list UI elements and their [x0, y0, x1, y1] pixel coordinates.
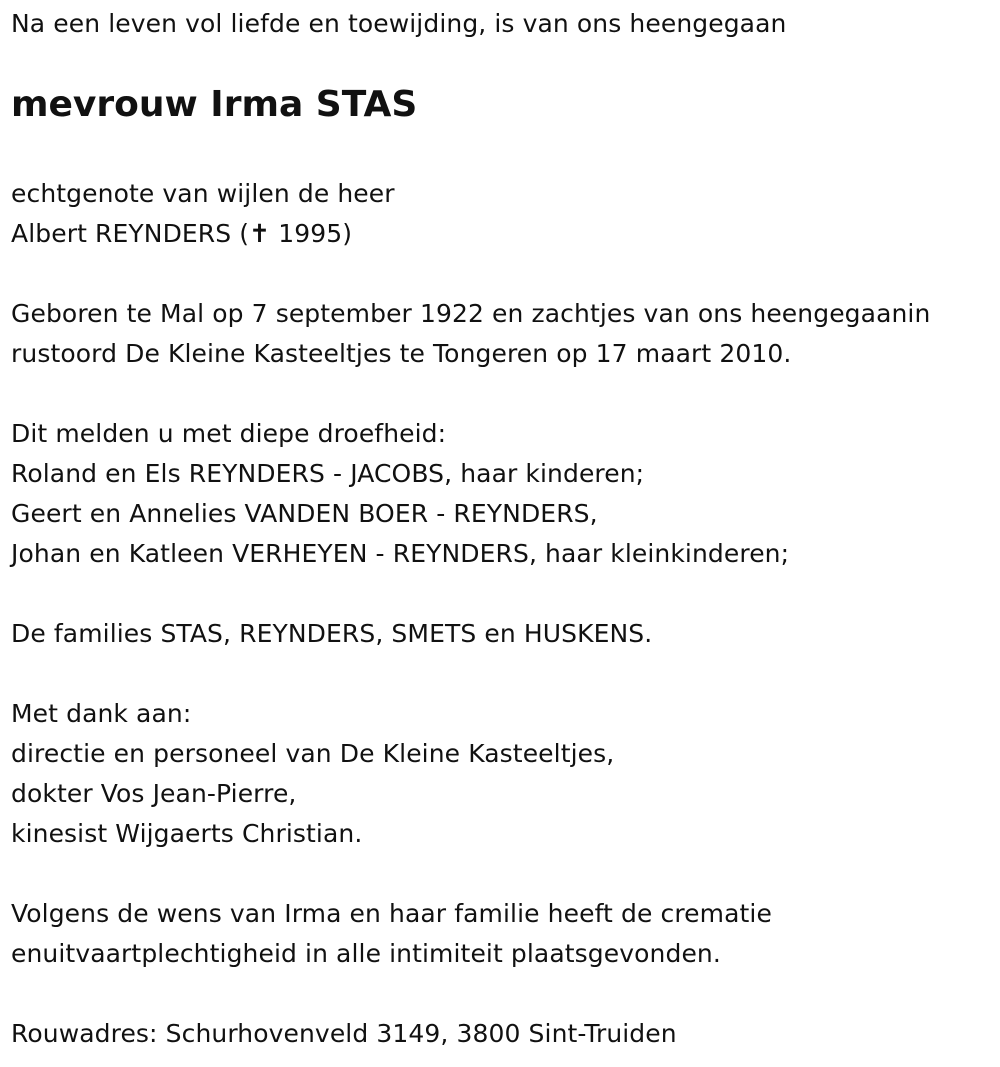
- birth-death-section: [11, 294, 930, 374]
- thanks-line: directie en personeel van De Kleine Kasteeltjes,: [11, 739, 615, 768]
- families-line: De families STAS, REYNDERS, SMETS en HUSKENS.: [11, 619, 653, 648]
- address-line: Rouwadres: Schurhovenveld 3149, 3800 Sint-Truiden: [11, 1019, 677, 1048]
- announcement-line: Roland en Els REYNDERS - JACOBS, haar kinderen;: [11, 459, 645, 488]
- announcement-line: Johan en Katleen VERHEYEN - REYNDERS, haar kleinkinderen;: [11, 539, 790, 568]
- intro-text: Na een leven vol liefde en toewijding, is van ons heengegaan: [11, 9, 787, 38]
- announcement-line: Dit melden u met diepe droefheid:: [11, 419, 447, 448]
- spouse-line: Albert REYNDERS (✝ 1995): [11, 219, 353, 248]
- spouse-line: echtgenote van wijlen de heer: [11, 179, 395, 208]
- birth-death-line: rustoord De Kleine Kasteeltjes te Tongeren op 17 maart 2010.: [11, 339, 792, 368]
- wish-line: enuitvaartplechtigheid in alle intimiteit plaatsgevonden.: [11, 939, 721, 968]
- address-section: [11, 1014, 677, 1054]
- announcement-section: [11, 414, 789, 574]
- thanks-line: dokter Vos Jean-Pierre,: [11, 779, 297, 808]
- announcement-line: Geert en Annelies VANDEN BOER - REYNDERS,: [11, 499, 598, 528]
- thanks-section: [11, 694, 614, 854]
- birth-death-line: Geboren te Mal op 7 september 1922 en zachtjes van ons heengegaanin: [11, 299, 931, 328]
- wish-section: [11, 894, 772, 974]
- thanks-line: Met dank aan:: [11, 699, 192, 728]
- spouse-section: [11, 174, 395, 254]
- wish-line: Volgens de wens van Irma en haar familie heeft de crematie: [11, 899, 772, 928]
- thanks-line: kinesist Wijgaerts Christian.: [11, 819, 363, 848]
- families-section: [11, 614, 652, 654]
- deceased-name: mevrouw Irma STAS: [11, 84, 418, 125]
